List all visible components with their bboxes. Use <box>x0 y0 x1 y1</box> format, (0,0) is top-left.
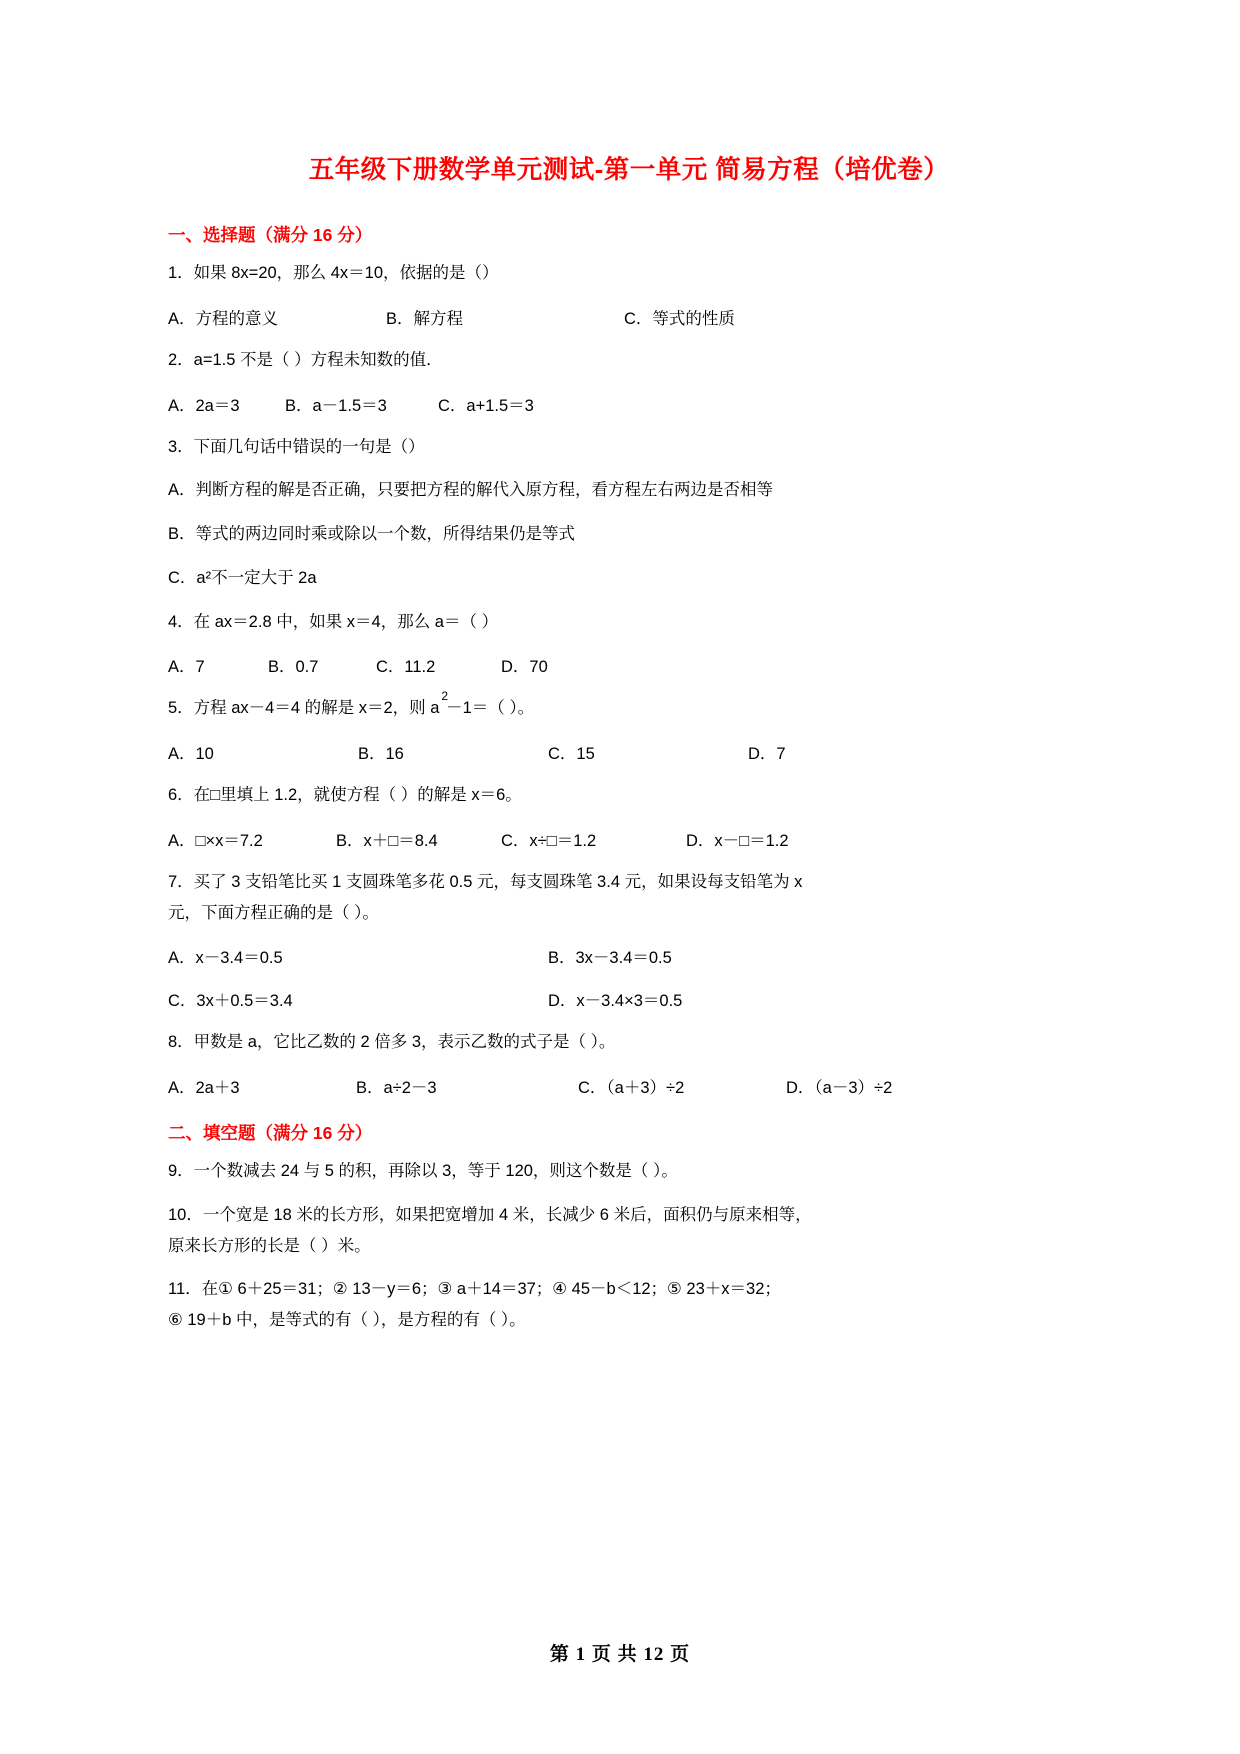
question-3-option-a: A．判断方程的解是否正确，只要把方程的解代入原方程，看方程左右两边是否相等 <box>168 481 774 500</box>
question-7-stem-line1: 7．买了 3 支铅笔比买 1 支圆珠笔多花 0.5 元，每支圆珠笔 3.4 元，如果设每支铅笔为 x <box>168 872 803 891</box>
question-2-option-c: C．a+1.5＝3 <box>438 396 534 415</box>
question-5-option-b: B．16 <box>358 745 404 763</box>
question-6-options <box>168 827 1090 851</box>
question-1-option-b: B．解方程 <box>386 309 464 328</box>
question-5-options <box>168 740 1090 764</box>
question-8-option-d: D．（a－3）÷2 <box>786 1079 893 1097</box>
question-1-options <box>168 305 1090 329</box>
question-5-option-d: D．7 <box>748 745 786 763</box>
question-4-option-a: A．7 <box>168 658 205 677</box>
question-6-option-d: D．x－□＝1.2 <box>686 831 789 850</box>
question-7-option-b: B．3x－3.4＝0.5 <box>548 949 672 968</box>
question-11-stem-line2: ⑥ 19＋b 中，是等式的有（ ），是方程的有（ ）。 <box>168 1311 526 1329</box>
question-11-stem-line1: 11．在① 6＋25＝31；② 13－y＝6；③ a＋14＝37；④ 45－b＜12；⑤ 23＋x＝32； <box>168 1280 781 1299</box>
question-5-stem <box>168 689 1090 721</box>
question-5-stem-post: －1＝（ ）。 <box>446 699 535 718</box>
question-9-stem: 9．一个数减去 24 与 5 的积，再除以 3，等于 120，则这个数是（ ）。 <box>168 1162 678 1180</box>
question-7-options-row1 <box>168 944 1090 968</box>
question-4-option-c: C．11.2 <box>376 658 436 677</box>
question-4-option-d: D．70 <box>501 658 548 677</box>
question-5-option-c: C．15 <box>548 745 595 763</box>
question-2-stem: 2．a=1.5 不是（ ）方程未知数的值． <box>168 350 443 369</box>
question-7-option-d: D．x－3.4×3＝0.5 <box>548 992 683 1011</box>
question-6-option-b: B．x＋□＝8.4 <box>336 831 438 850</box>
question-1-option-a: A．方程的意义 <box>168 309 279 328</box>
question-2-option-a: A．2a＝3 <box>168 396 240 415</box>
question-7-option-c: C．3x＋0.5＝3.4 <box>168 992 293 1011</box>
page-title: 五年级下册数学单元测试-第一单元 简易方程（培优卷） <box>308 156 950 184</box>
question-3-stem: 3．下面几句话中错误的一句是（） <box>168 437 425 456</box>
question-4-option-b: B．0.7 <box>268 658 319 677</box>
question-8-option-c: C．（a＋3）÷2 <box>578 1079 685 1097</box>
question-4-options <box>168 653 1090 677</box>
question-3-option-b: B．等式的两边同时乘或除以一个数，所得结果仍是等式 <box>168 525 576 543</box>
question-6-stem: 6．在□里填上 1.2，就使方程（ ）的解是 x＝6。 <box>168 786 522 804</box>
question-6-option-c: C．x÷□＝1.2 <box>501 831 597 850</box>
question-5-option-a: A．10 <box>168 745 214 763</box>
question-7-stem-line2: 元，下面方程正确的是（ ）。 <box>168 903 379 922</box>
section-heading-fill: 二、填空题（满分 16 分） <box>168 1123 373 1143</box>
question-1-stem: 1．如果 8x=20，那么 4x＝10，依据的是（） <box>168 264 499 282</box>
question-8-options <box>168 1074 1090 1098</box>
question-8-option-a: A．2a＋3 <box>168 1079 240 1097</box>
question-7-options-row2 <box>168 987 1090 1011</box>
question-10-stem-line1: 10．一个宽是 18 米的长方形，如果把宽增加 4 米，长减少 6 米后，面积仍与原来相等， <box>168 1205 812 1224</box>
section-heading-choice: 一、选择题（满分 16 分） <box>168 225 373 245</box>
question-1-option-c: C．等式的性质 <box>624 309 735 328</box>
question-8-option-b: B．a÷2－3 <box>356 1079 437 1097</box>
question-3-option-c: C．a²不一定大于 2a <box>168 568 317 587</box>
question-2-option-b: B．a－1.5＝3 <box>285 396 387 415</box>
question-4-stem: 4．在 ax＝2.8 中，如果 x＝4，那么 a＝（ ） <box>168 612 499 631</box>
question-6-option-a: A．□×x＝7.2 <box>168 831 263 850</box>
question-10-stem-line2: 原来长方形的长是（ ）米。 <box>168 1236 371 1255</box>
page-footer: 第 1 页 共 12 页 <box>549 1644 691 1665</box>
question-5-exponent: 2 <box>441 689 449 704</box>
question-7-option-a: A．x－3.4＝0.5 <box>168 949 283 968</box>
question-2-options <box>168 392 1090 416</box>
question-5-stem-pre: 5．方程 ax－4＝4 的解是 x＝2，则 a <box>168 699 440 718</box>
question-8-stem: 8．甲数是 a，它比乙数的 2 倍多 3，表示乙数的式子是（ ）。 <box>168 1033 616 1052</box>
